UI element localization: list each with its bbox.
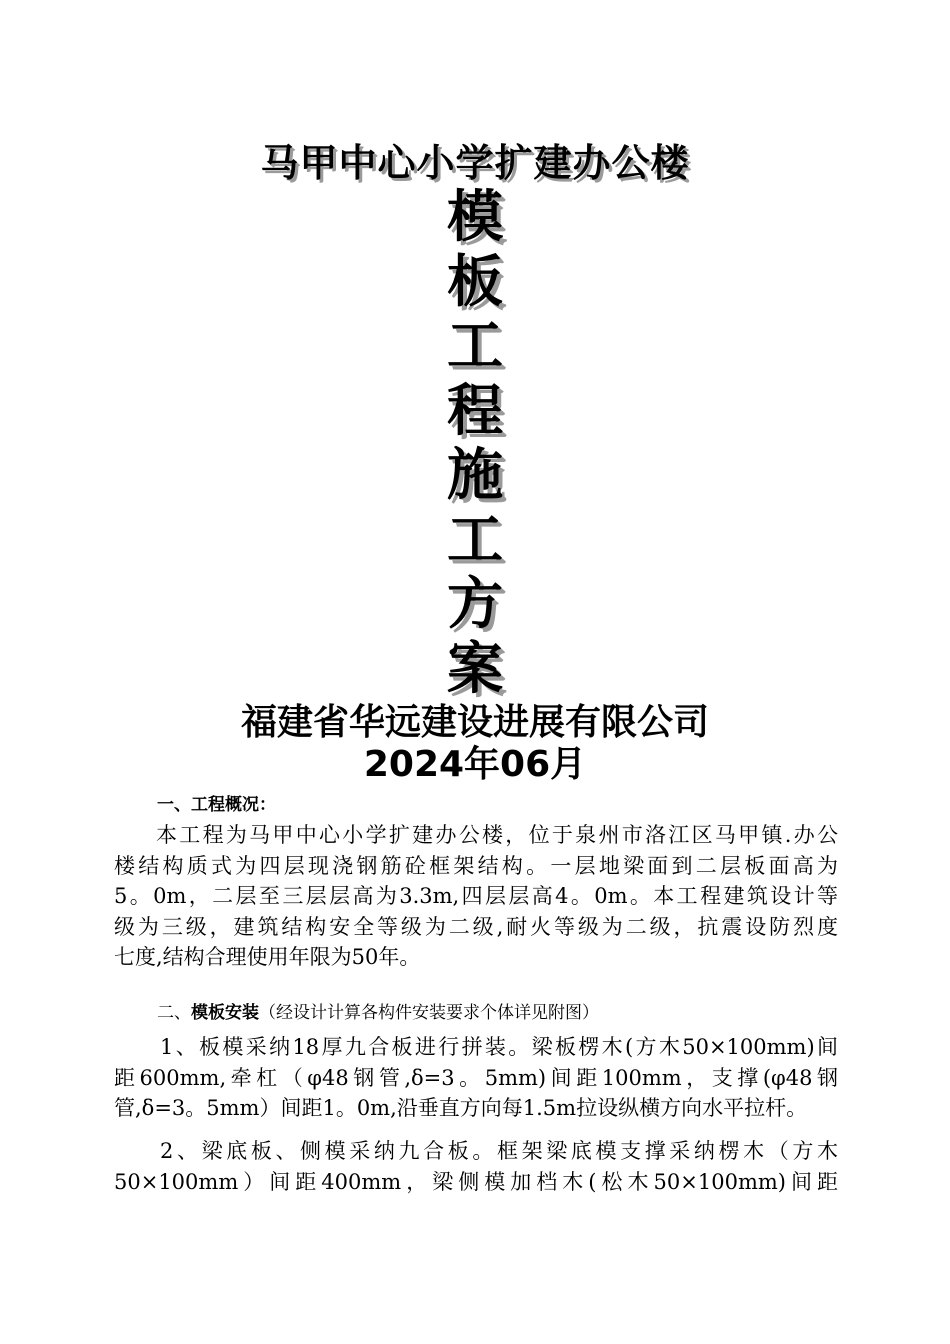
paragraph-line: 本工程为马甲中心小学扩建办公楼，位于泉州市洛江区马甲镇.办公: [156, 823, 838, 847]
paragraph-line: 七度,结构合理使用年限为50年。: [114, 945, 421, 969]
paragraph-line: 管,δ=3。5mm）间距1。0m,沿垂直方向每1.5m拉设纵横方向水平拉杆。: [114, 1096, 808, 1120]
main-title-char: 施: [447, 443, 503, 508]
main-title-char: 工: [447, 314, 503, 379]
document-date: 2024年06月: [363, 744, 587, 785]
paragraph-line: 楼结构质式为四层现浇钢筋砼框架结构。一层地梁面到二层板面高为: [114, 853, 838, 878]
project-title: 马甲中心小学扩建办公楼: [260, 141, 690, 185]
paragraph-line: 级为三级，建筑结构安全等级为二级,耐火等级为二级，抗震设防烈度: [114, 914, 838, 939]
heading-prefix: 二、: [157, 1003, 191, 1023]
overview-paragraph: [114, 820, 838, 973]
main-title-char: 方: [447, 572, 503, 637]
main-title-char: 工: [447, 507, 503, 573]
paragraph-line: 5。0m，二层至三层层高为3.3m,四层层高4。0m。本工程建筑设计等: [114, 884, 838, 908]
main-title-char: 板: [447, 249, 503, 315]
paragraph-line: 1、板模采纳18厚九合板进行拼装。梁板楞木(方木50×100mm)间: [160, 1035, 838, 1059]
main-title-char: 案: [447, 636, 503, 702]
paragraph-line: 50×100mm）间距400mm，梁侧模加档木(松木50×100mm)间距: [114, 1169, 838, 1194]
company-name: 福建省华远建设进展有限公司: [240, 702, 709, 743]
formwork-paragraph-2: [114, 1136, 838, 1197]
section-heading-formwork: [157, 1001, 599, 1025]
paragraph-line: 距600mm,牵杠（φ48钢管,δ=3。5mm)间距100mm，支撑(φ48钢: [114, 1065, 838, 1090]
section-heading-overview: 一、工程概况：: [157, 795, 276, 815]
heading-note: （经设计计算各构件安装要求个体详见附图）: [259, 1003, 599, 1023]
main-title: [0, 186, 950, 702]
heading-bold: 模板安装: [191, 1003, 259, 1023]
main-title-char: 模: [447, 185, 503, 250]
paragraph-line: 2、梁底板、侧模采纳九合板。框架梁底模支撑采纳楞木（方木: [160, 1139, 838, 1163]
main-title-char: 程: [447, 378, 503, 444]
formwork-paragraph-1: [114, 1032, 838, 1124]
